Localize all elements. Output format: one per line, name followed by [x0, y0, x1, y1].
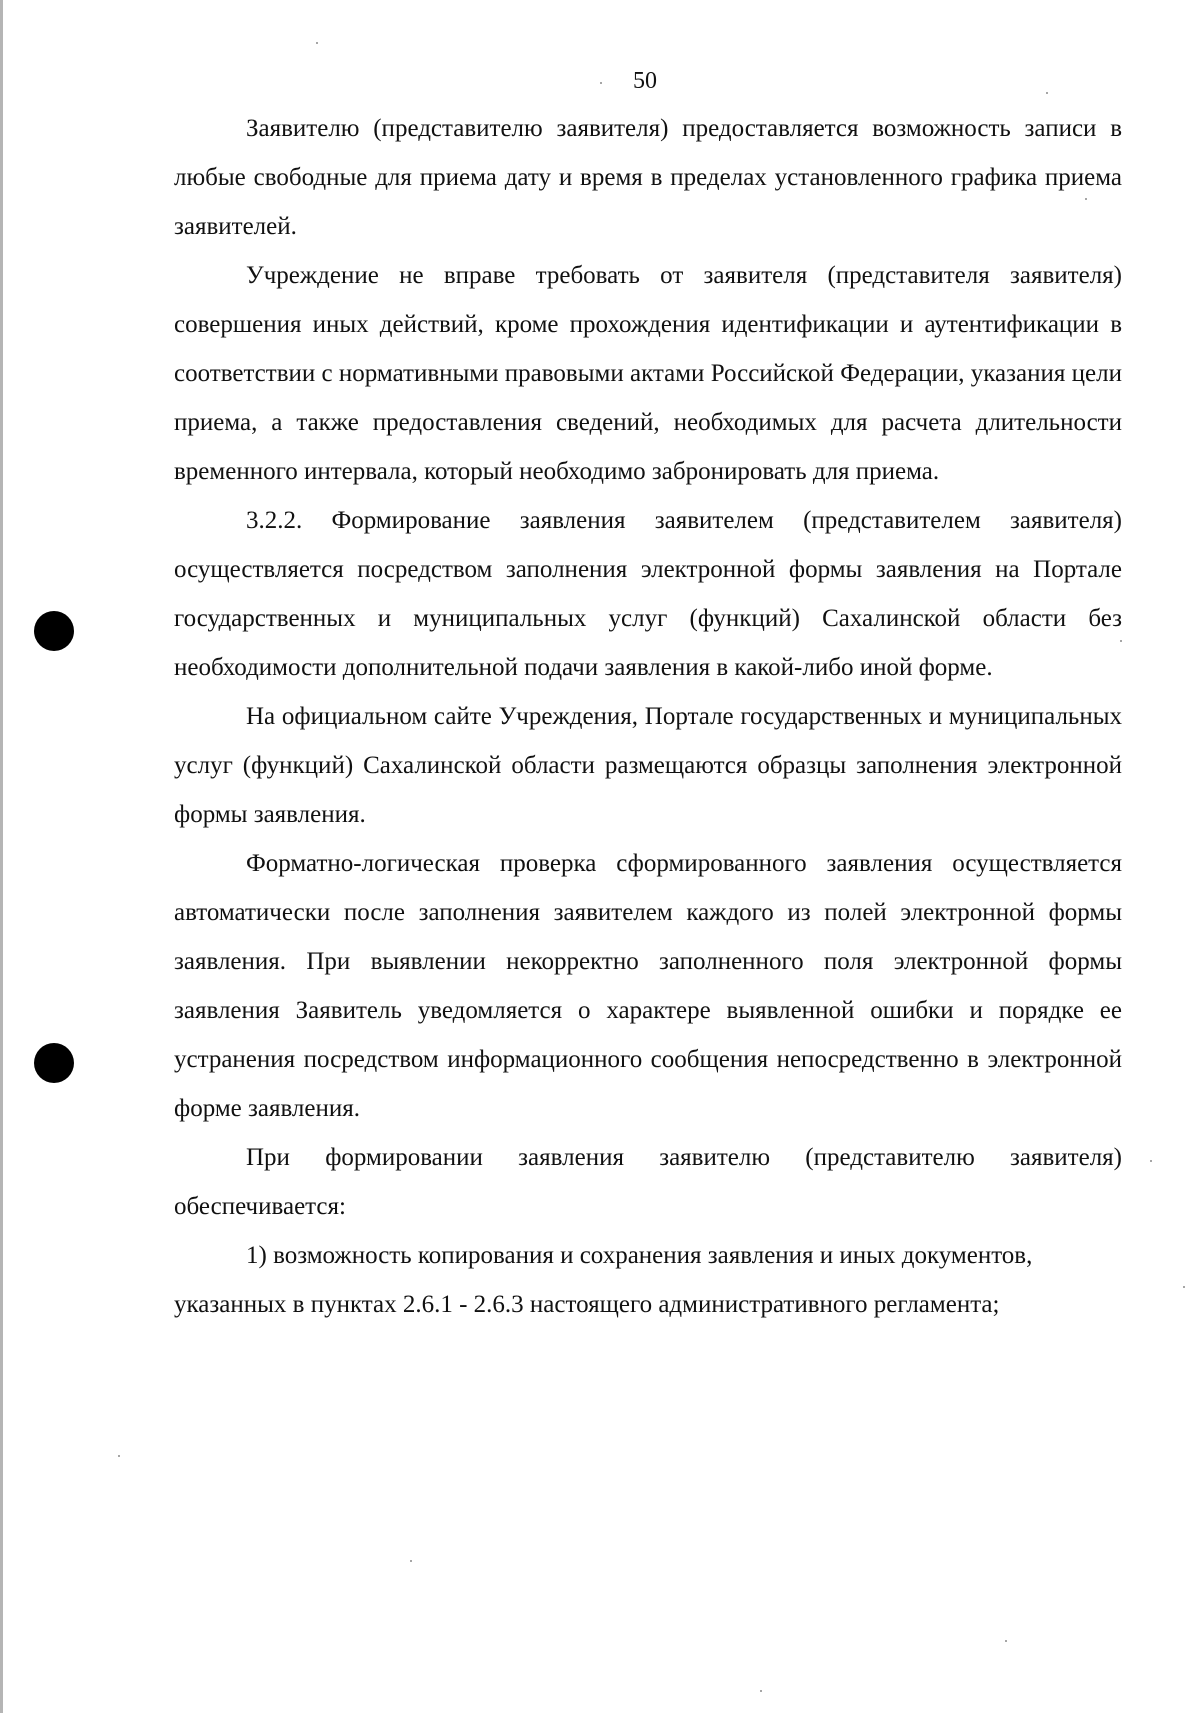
scan-speck [1150, 1160, 1152, 1162]
scan-speck [600, 82, 602, 84]
scan-speck [1085, 198, 1087, 200]
paragraph-institution-restrictions: Учреждение не вправе требовать от заявителя (представителя заявителя) совершения иных действий, кроме прохождения идентификации и аутентификации в соответствии с нормативными правовыми актами Российской Федерации, указания цели приема, а также предоставления сведений, необходимых для расчета длительности временного интервала, который необходимо забронировать для приема. [174, 262, 1122, 485]
scan-speck [1005, 1640, 1007, 1642]
scan-speck [1046, 92, 1048, 94]
page-number: 50 [633, 68, 657, 94]
paragraph-applicant-provided: При формировании заявления заявителю (представителю заявителя) обеспечивается: [174, 1144, 1122, 1220]
document-body [174, 104, 1122, 1329]
punch-hole-top [34, 611, 74, 651]
paragraph-3-2-2-application-forming: 3.2.2. Формирование заявления заявителем (представителем заявителя) осуществляется посредством заполнения электронной формы заявления на Портале государственных и муниципальных услуг (функций) Сахалинской области без необходимости дополнительной подачи заявления в какой-либо иной форме. [174, 507, 1122, 681]
scan-speck [1183, 1286, 1185, 1288]
punch-hole-bottom [34, 1043, 74, 1083]
scan-speck [118, 1455, 120, 1457]
paragraph-format-logical-check: Форматно-логическая проверка сформированного заявления осуществляется автоматически после заполнения заявителем каждого из полей электронной формы заявления. При выявлении некорректно заполненного поля электронной формы заявления Заявитель уведомляется о характере выявленной ошибки и порядке ее устранения посредством информационного сообщения непосредственно в электронной форме заявления. [174, 850, 1122, 1122]
list-item-copy-save: 1) возможность копирования и сохранения заявления и иных документов, указанных в пунктах 2.6.1 - 2.6.3 настоящего административного регламента; [174, 1242, 1033, 1318]
scan-speck [410, 1560, 412, 1562]
scan-speck [1120, 640, 1122, 642]
scan-speck [760, 1690, 762, 1692]
scan-speck [316, 42, 318, 44]
paragraph-appointment-scheduling: Заявителю (представителю заявителя) предоставляется возможность записи в любые свободные для приема дату и время в пределах установленного графика приема заявителей. [174, 115, 1122, 240]
paragraph-form-samples: На официальном сайте Учреждения, Портале государственных и муниципальных услуг (функций) Сахалинской области размещаются образцы заполнения электронной формы заявления. [174, 703, 1122, 828]
scan-left-edge [0, 0, 3, 1713]
